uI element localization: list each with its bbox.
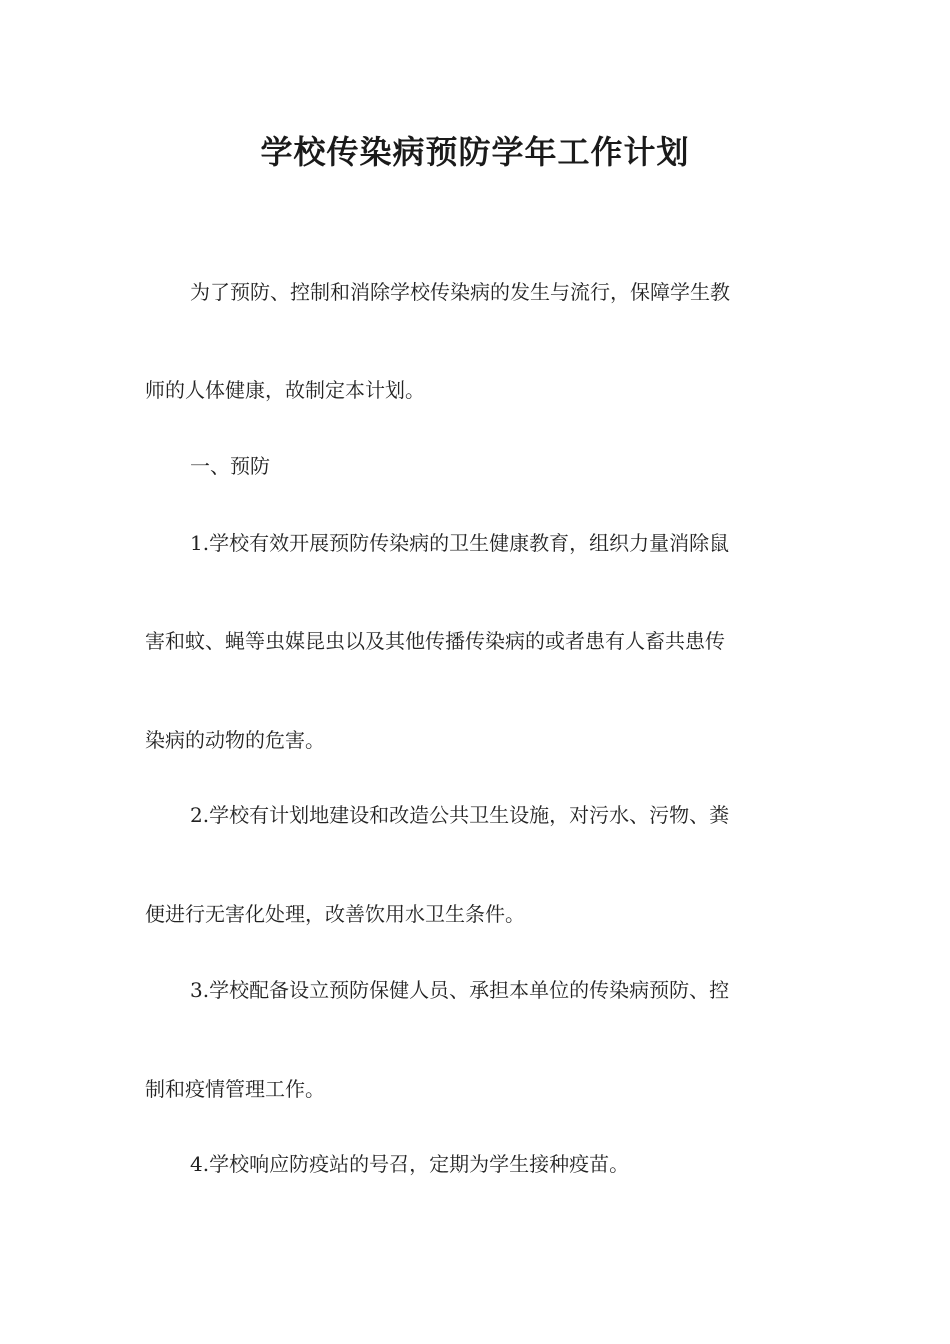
item-1-line-2: 害和蚊、蝇等虫媒昆虫以及其他传播传染病的或者患有人畜共患传: [145, 629, 725, 653]
item-1-line-3: 染病的动物的危害。: [145, 728, 325, 752]
paragraph-intro-line-1: 为了预防、控制和消除学校传染病的发生与流行，保障学生教: [190, 280, 730, 304]
item-4-line-1: 4.学校响应防疫站的号召，定期为学生接种疫苗。: [190, 1152, 630, 1176]
item-2-line-1: 2.学校有计划地建设和改造公共卫生设施，对污水、污物、粪: [190, 803, 730, 827]
item-2-line-2: 便进行无害化处理，改善饮用水卫生条件。: [145, 902, 525, 926]
paragraph-intro-line-2: 师的人体健康，故制定本计划。: [145, 378, 425, 402]
item-1-line-1: 1.学校有效开展预防传染病的卫生健康教育，组织力量消除鼠: [190, 531, 730, 555]
item-3-line-1: 3.学校配备设立预防保健人员、承担本单位的传染病预防、控: [190, 978, 730, 1002]
item-3-line-2: 制和疫情管理工作。: [145, 1077, 325, 1101]
section-heading-prevention: 一、预防: [190, 454, 270, 478]
document-title: 学校传染病预防学年工作计划: [260, 133, 690, 171]
